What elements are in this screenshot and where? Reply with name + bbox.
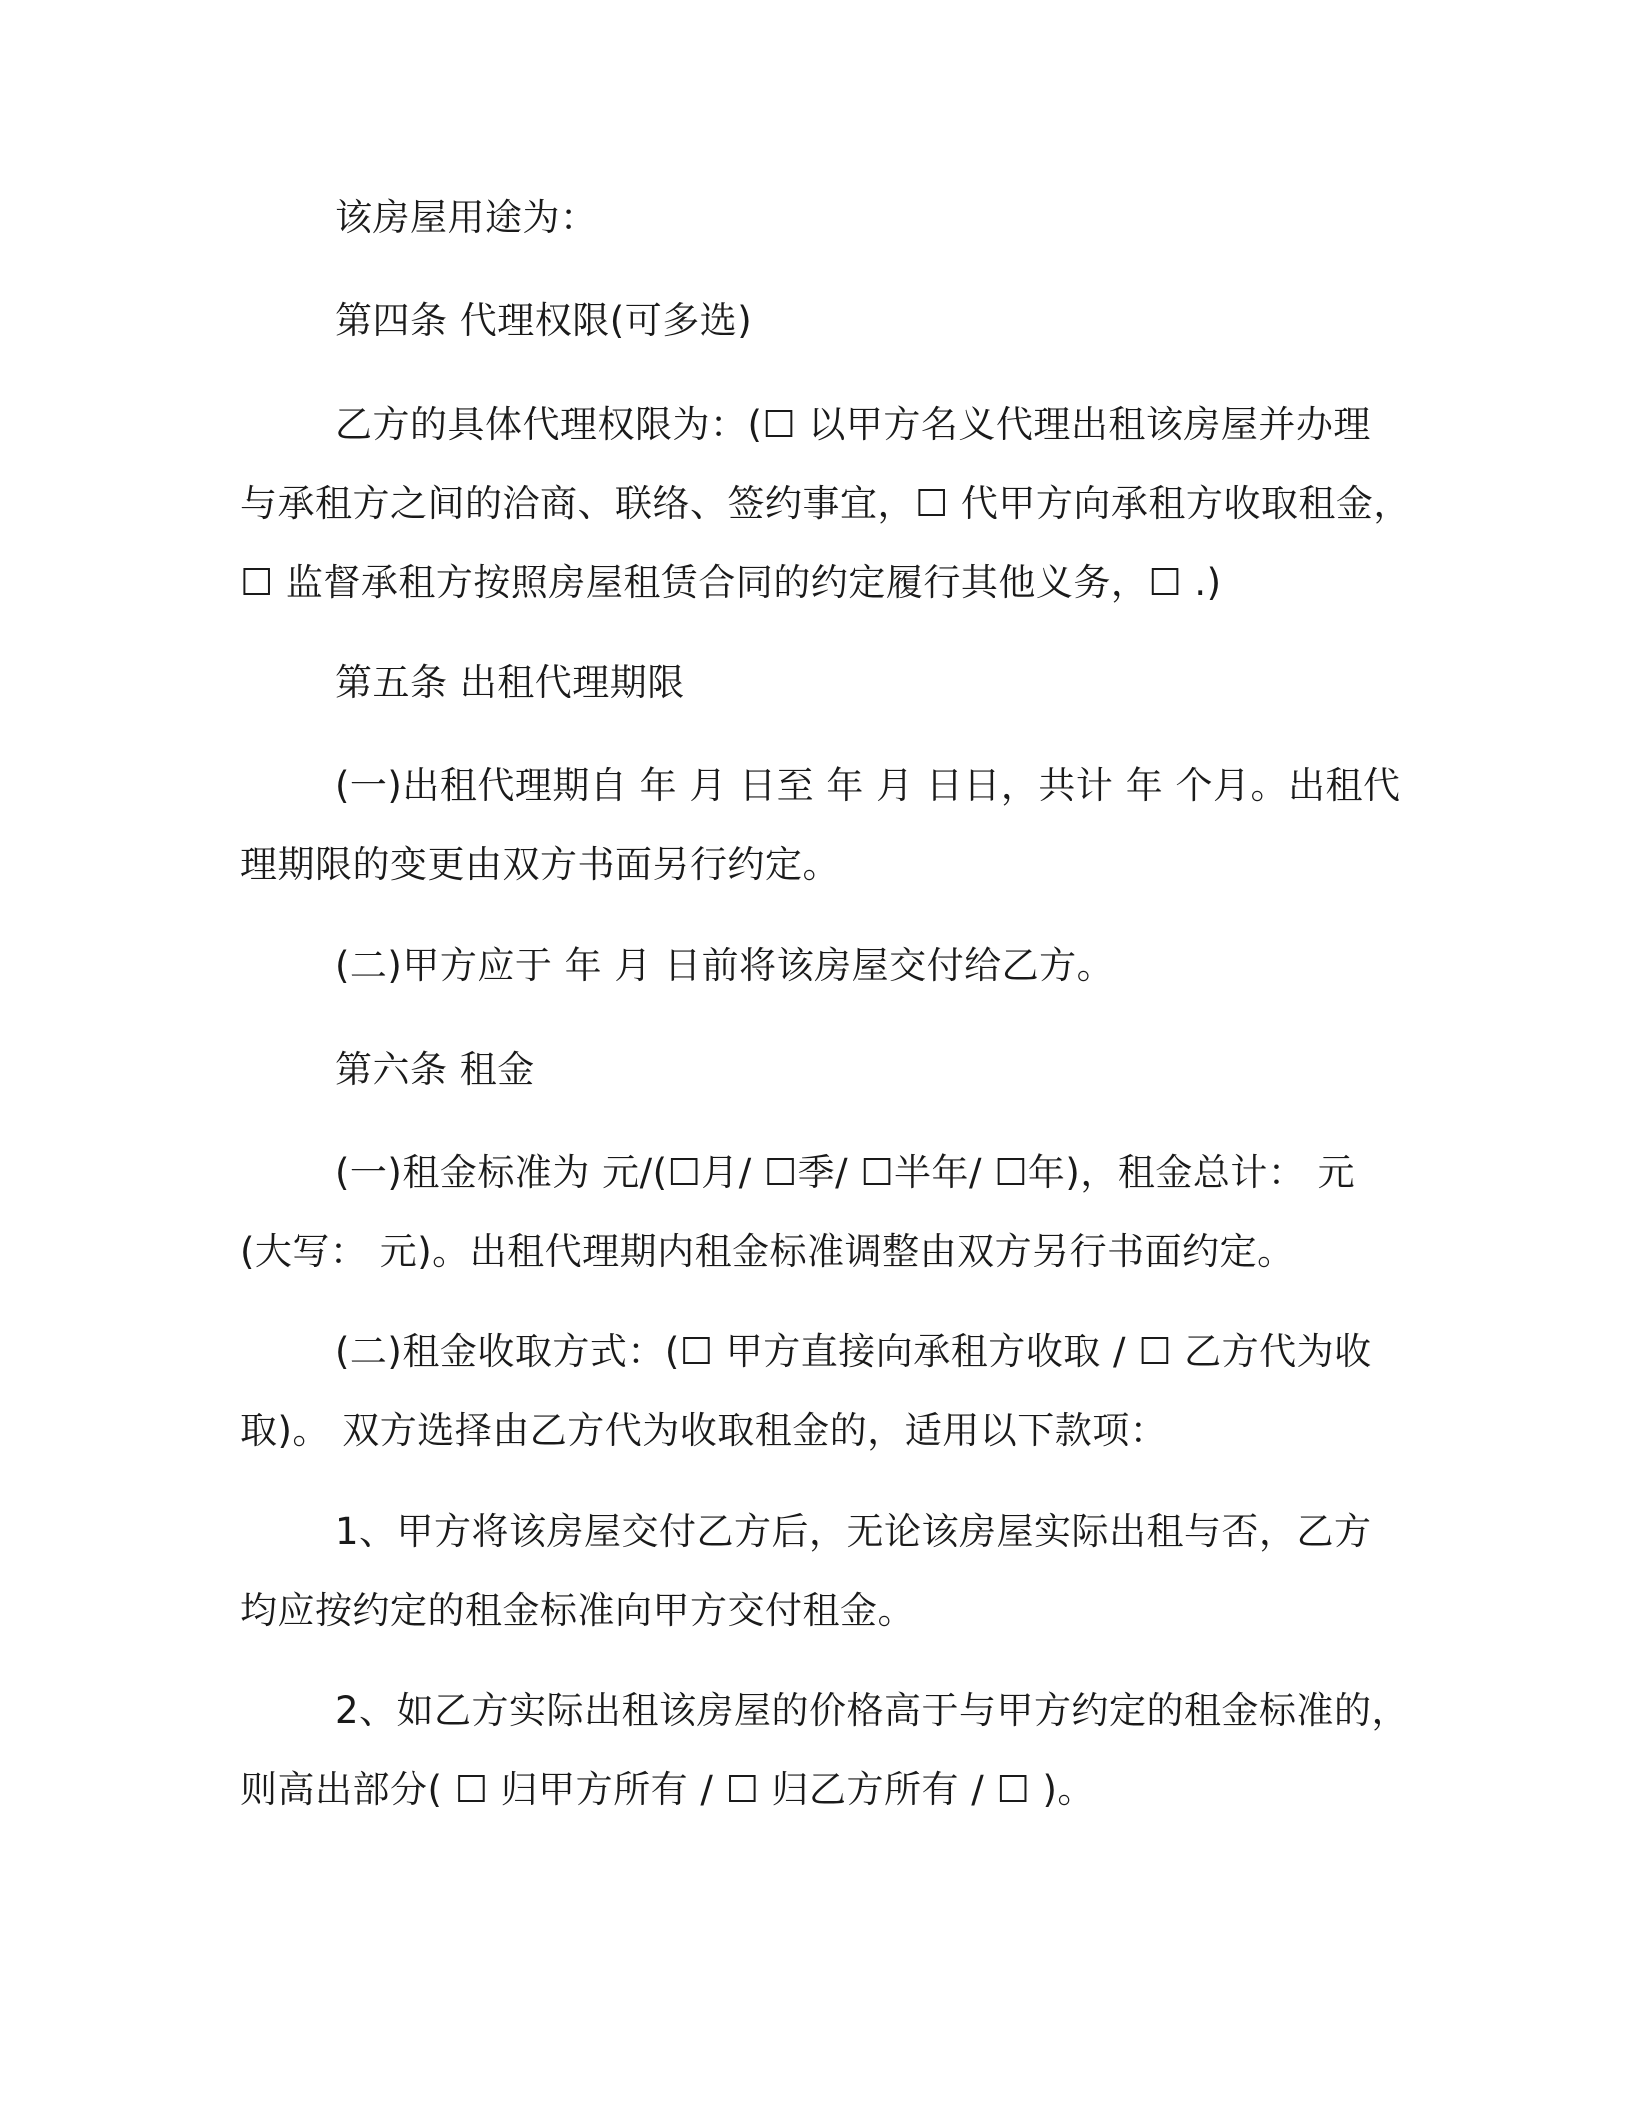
paragraph-line: 乙方的具体代理权限为：(☐ 以甲方名义代理出租该房屋并办理 — [335, 403, 1371, 446]
paragraph-rent-collection — [240, 1312, 1400, 1470]
paragraph-line: (一)租金标准为 元/(☐月/ ☐季/ ☐半年/ ☐年)，租金总计： 元 — [335, 1151, 1356, 1194]
paragraph-line: 与承租方之间的洽商、联络、签约事宜，☐ 代甲方向承租方收取租金， — [240, 482, 1411, 525]
paragraph-line: 第四条 代理权限(可多选) — [335, 299, 753, 342]
paragraph-line: 理期限的变更由双方书面另行约定。 — [240, 843, 840, 886]
paragraph-line: (一)出租代理期自 年 月 日至 年 月 日日，共计 年 个月。出租代 — [335, 764, 1401, 807]
paragraph-line: (大写： 元)。出租代理期内租金标准调整由双方另行书面约定。 — [240, 1230, 1295, 1273]
paragraph-item-1 — [240, 1492, 1400, 1650]
paragraph-line: 均应按约定的租金标准向甲方交付租金。 — [240, 1589, 915, 1632]
paragraph-line: 第五条 出租代理期限 — [335, 661, 685, 704]
heading-article-5 — [240, 643, 1400, 722]
paragraph-delivery — [240, 926, 1400, 1005]
paragraph-line: 则高出部分( ☐ 归甲方所有 / ☐ 归乙方所有 / ☐ )。 — [240, 1768, 1095, 1811]
heading-article-6 — [240, 1030, 1400, 1109]
paragraph-agency-scope — [240, 385, 1411, 622]
paragraph-line: 2、如乙方实际出租该房屋的价格高于与甲方约定的租金标准的， — [335, 1689, 1410, 1732]
paragraph-line: 该房屋用途为： — [335, 196, 598, 239]
heading-article-4 — [240, 281, 1400, 360]
paragraph-line: 第六条 租金 — [335, 1048, 535, 1091]
paragraph-rent-standard — [240, 1133, 1400, 1291]
paragraph-agency-period — [240, 746, 1400, 904]
paragraph-line: 1、甲方将该房屋交付乙方后，无论该房屋实际出租与否，乙方 — [335, 1510, 1372, 1553]
paragraph-line: (二)甲方应于 年 月 日前将该房屋交付给乙方。 — [335, 944, 1115, 987]
paragraph-usage — [240, 178, 1400, 257]
paragraph-line: (二)租金收取方式：(☐ 甲方直接向承租方收取 / ☐ 乙方代为收 — [335, 1330, 1372, 1373]
paragraph-item-2 — [240, 1671, 1410, 1829]
paragraph-line: ☐ 监督承租方按照房屋租赁合同的约定履行其他义务，☐ .) — [240, 561, 1222, 604]
paragraph-line: 取)。 双方选择由乙方代为收取租金的，适用以下款项： — [240, 1409, 1168, 1452]
